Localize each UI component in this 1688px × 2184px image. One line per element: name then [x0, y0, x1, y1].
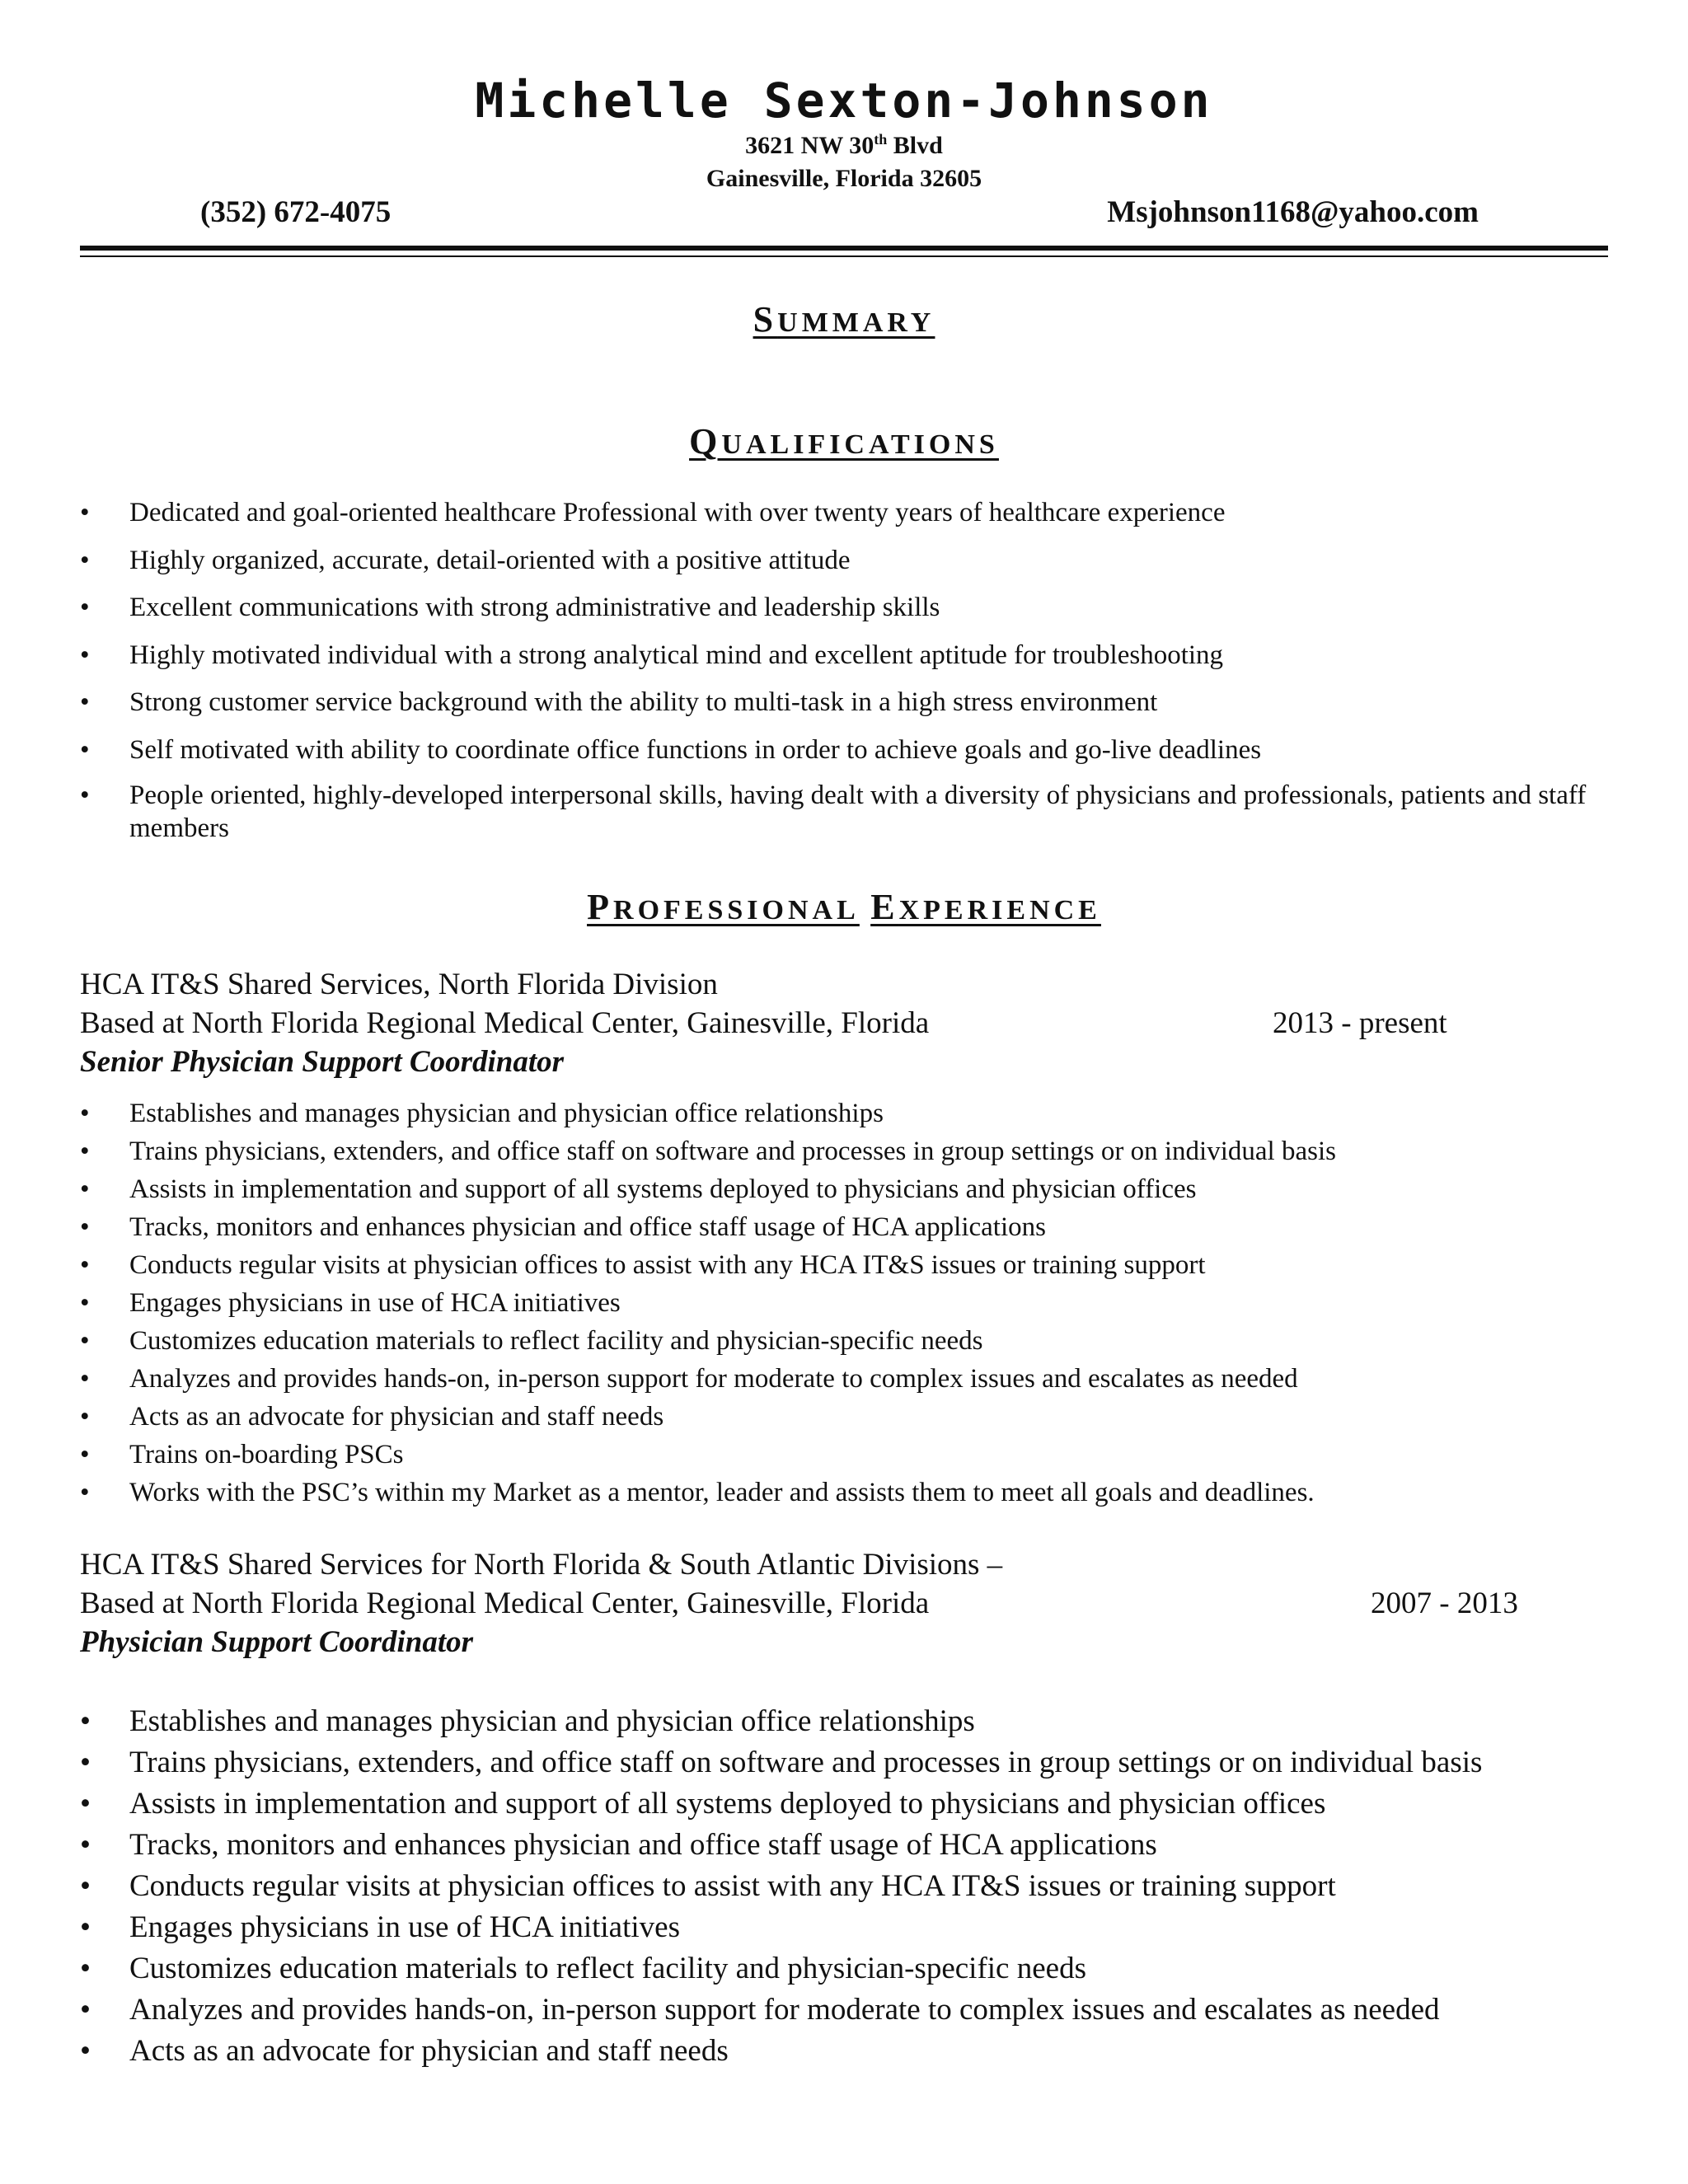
list-item-text: Acts as an advocate for physician and staff needs [129, 1402, 664, 1432]
list-item-text: Highly organized, accurate, detail-oriented with a positive attitude [129, 545, 851, 575]
candidate-name: Michelle Sexton-Johnson [475, 73, 1213, 129]
list-item [80, 1170, 1613, 1208]
job-2-location: Based at North Florida Regional Medical Center, Gainesville, Florida [80, 1586, 930, 1620]
list-item-text: Engages physicians in use of HCA initiatives [129, 1910, 680, 1944]
list-item [80, 494, 1613, 531]
list-item-text: Works with the PSC’s within my Market as a mentor, leader and assists them to meet all goals and deadlines. [129, 1478, 1315, 1507]
bullet-icon: • [80, 1326, 90, 1356]
summary-heading [0, 298, 1688, 340]
list-item [80, 1825, 1613, 1866]
list-item [80, 1474, 1613, 1511]
bullet-icon: • [80, 1250, 90, 1280]
bullet-icon: • [80, 1288, 90, 1318]
bullet-icon: • [80, 780, 90, 810]
bullet-icon: • [80, 593, 90, 622]
bullet-icon: • [80, 2034, 91, 2068]
list-item-text: Strong customer service background with the ability to multi-task in a high stress environment [129, 687, 1158, 717]
list-item-text: Trains on-boarding PSCs [129, 1440, 404, 1469]
list-item-text: Dedicated and goal-oriented healthcare Professional with over twenty years of healthcare experience [129, 498, 1226, 527]
list-item [80, 1701, 1613, 1742]
list-item [80, 1132, 1613, 1170]
list-item [80, 1360, 1613, 1398]
bullet-icon: • [80, 1828, 91, 1862]
bullet-icon: • [80, 1952, 91, 1985]
bullet-icon: • [80, 498, 90, 527]
list-item [80, 1866, 1613, 1907]
bullet-icon: • [80, 1869, 91, 1903]
bullet-icon: • [80, 1478, 90, 1507]
list-item-text: Assists in implementation and support of all systems deployed to physicians and physician offices [129, 1787, 1326, 1821]
list-item [80, 1284, 1613, 1322]
address-street-suffix: Blvd [887, 132, 943, 159]
qualifications-heading [0, 420, 1688, 462]
bullet-icon: • [80, 1174, 90, 1204]
list-item [80, 684, 1613, 720]
list-item-text: Excellent communications with strong administrative and leadership skills [129, 593, 940, 622]
job-2-dates: 2007 - 2013 [1371, 1586, 1518, 1620]
list-item [80, 2031, 1613, 2072]
heading-text: UALIFICATIONS [721, 429, 999, 460]
list-item-text: Customizes education materials to reflect facility and physician-specific needs [129, 1326, 983, 1356]
list-item [80, 1948, 1613, 1990]
bullet-icon: • [80, 545, 90, 575]
list-item-text: Acts as an advocate for physician and staff needs [129, 2034, 729, 2068]
job-1-duties [80, 1094, 1613, 1511]
experience-heading [0, 886, 1688, 928]
bullet-icon: • [80, 1787, 91, 1821]
list-item-text: Customizes education materials to reflect facility and physician-specific needs [129, 1952, 1086, 1985]
list-item-text: Analyzes and provides hands-on, in-person support for moderate to complex issues and escalates as needed [129, 1993, 1440, 2027]
list-item [80, 732, 1613, 768]
list-item-text: People oriented, highly-developed interpersonal skills, having dealt with a diversity of physicians and professionals, patients and staff members [129, 780, 1587, 843]
list-item [80, 1783, 1613, 1825]
bullet-icon: • [80, 1440, 90, 1469]
email-address: Msjohnson1168@yahoo.com [1107, 195, 1479, 229]
heading-text: ROFESSIONAL [613, 895, 860, 926]
list-item-text: Conducts regular visits at physician offices to assist with any HCA IT&S issues or training support [129, 1250, 1206, 1280]
address-street: 3621 NW 30 [745, 132, 874, 159]
list-item-text: Tracks, monitors and enhances physician and office staff usage of HCA applications [129, 1212, 1046, 1242]
job-1-location: Based at North Florida Regional Medical Center, Gainesville, Florida [80, 1006, 930, 1040]
list-item [80, 1990, 1613, 2031]
bullet-icon: • [80, 1364, 90, 1394]
bullet-icon: • [80, 1137, 90, 1166]
address-ordinal: th [874, 131, 888, 148]
list-item [80, 1907, 1613, 1948]
phone-number: (352) 672-4075 [200, 195, 392, 229]
job-2-duties [80, 1701, 1613, 2072]
job-2-title: Physician Support Coordinator [80, 1625, 474, 1659]
bullet-icon: • [80, 1402, 90, 1432]
list-item [80, 1436, 1613, 1474]
bullet-icon: • [80, 1099, 90, 1128]
list-item-text: Tracks, monitors and enhances physician and office staff usage of HCA applications [129, 1828, 1157, 1862]
list-item [80, 1208, 1613, 1246]
header-divider-thin [80, 255, 1608, 257]
list-item [80, 1094, 1613, 1132]
heading-initial: Q [689, 421, 722, 462]
list-item-text: Conducts regular visits at physician offices to assist with any HCA IT&S issues or training support [129, 1869, 1336, 1903]
list-item-text: Establishes and manages physician and physician office relationships [129, 1099, 884, 1128]
heading-initial: E [870, 887, 899, 927]
job-2-employer: HCA IT&S Shared Services for North Florida & South Atlantic Divisions – [80, 1548, 1003, 1582]
bullet-icon: • [80, 1212, 90, 1242]
list-item-text: Self motivated with ability to coordinate office functions in order to achieve goals and go-live deadlines [129, 734, 1262, 765]
qualifications-list [80, 494, 1613, 856]
heading-initial: P [587, 887, 614, 927]
heading-initial: S [753, 299, 778, 340]
bullet-icon: • [80, 1910, 91, 1944]
list-item-text: Trains physicians, extenders, and office staff on software and processes in group settings or on individual basis [129, 1137, 1336, 1166]
list-item [80, 637, 1613, 673]
bullet-icon: • [80, 687, 90, 717]
list-item [80, 1246, 1613, 1284]
list-item [80, 589, 1613, 626]
list-item-text: Trains physicians, extenders, and office staff on software and processes in group settings or on individual basis [129, 1746, 1483, 1779]
bullet-icon: • [80, 1704, 91, 1738]
job-1-title: Senior Physician Support Coordinator [80, 1045, 565, 1079]
list-item-text: Analyzes and provides hands-on, in-person support for moderate to complex issues and escalates as needed [129, 1364, 1298, 1394]
list-item-text: Engages physicians in use of HCA initiatives [129, 1288, 621, 1318]
address-line-1 [0, 132, 1688, 160]
heading-text: XPERIENCE [898, 895, 1101, 926]
list-item-text: Highly motivated individual with a strong analytical mind and excellent aptitude for troubleshooting [129, 640, 1224, 670]
bullet-icon: • [80, 1993, 91, 2027]
bullet-icon: • [80, 1746, 91, 1779]
list-item-text: Assists in implementation and support of all systems deployed to physicians and physician offices [129, 1174, 1197, 1204]
list-item [80, 1398, 1613, 1436]
list-item [80, 542, 1613, 579]
header-divider-thick [80, 246, 1608, 251]
list-item-text: Establishes and manages physician and physician office relationships [129, 1704, 975, 1738]
job-1-dates: 2013 - present [1273, 1006, 1447, 1040]
bullet-icon: • [80, 734, 90, 765]
job-1-employer: HCA IT&S Shared Services, North Florida Division [80, 968, 718, 1001]
address-line-2: Gainesville, Florida 32605 [706, 165, 982, 192]
list-item [80, 1322, 1613, 1360]
list-item [80, 1742, 1613, 1783]
bullet-icon: • [80, 640, 90, 670]
heading-text: UMMARY [777, 307, 935, 338]
list-item [80, 779, 1613, 845]
